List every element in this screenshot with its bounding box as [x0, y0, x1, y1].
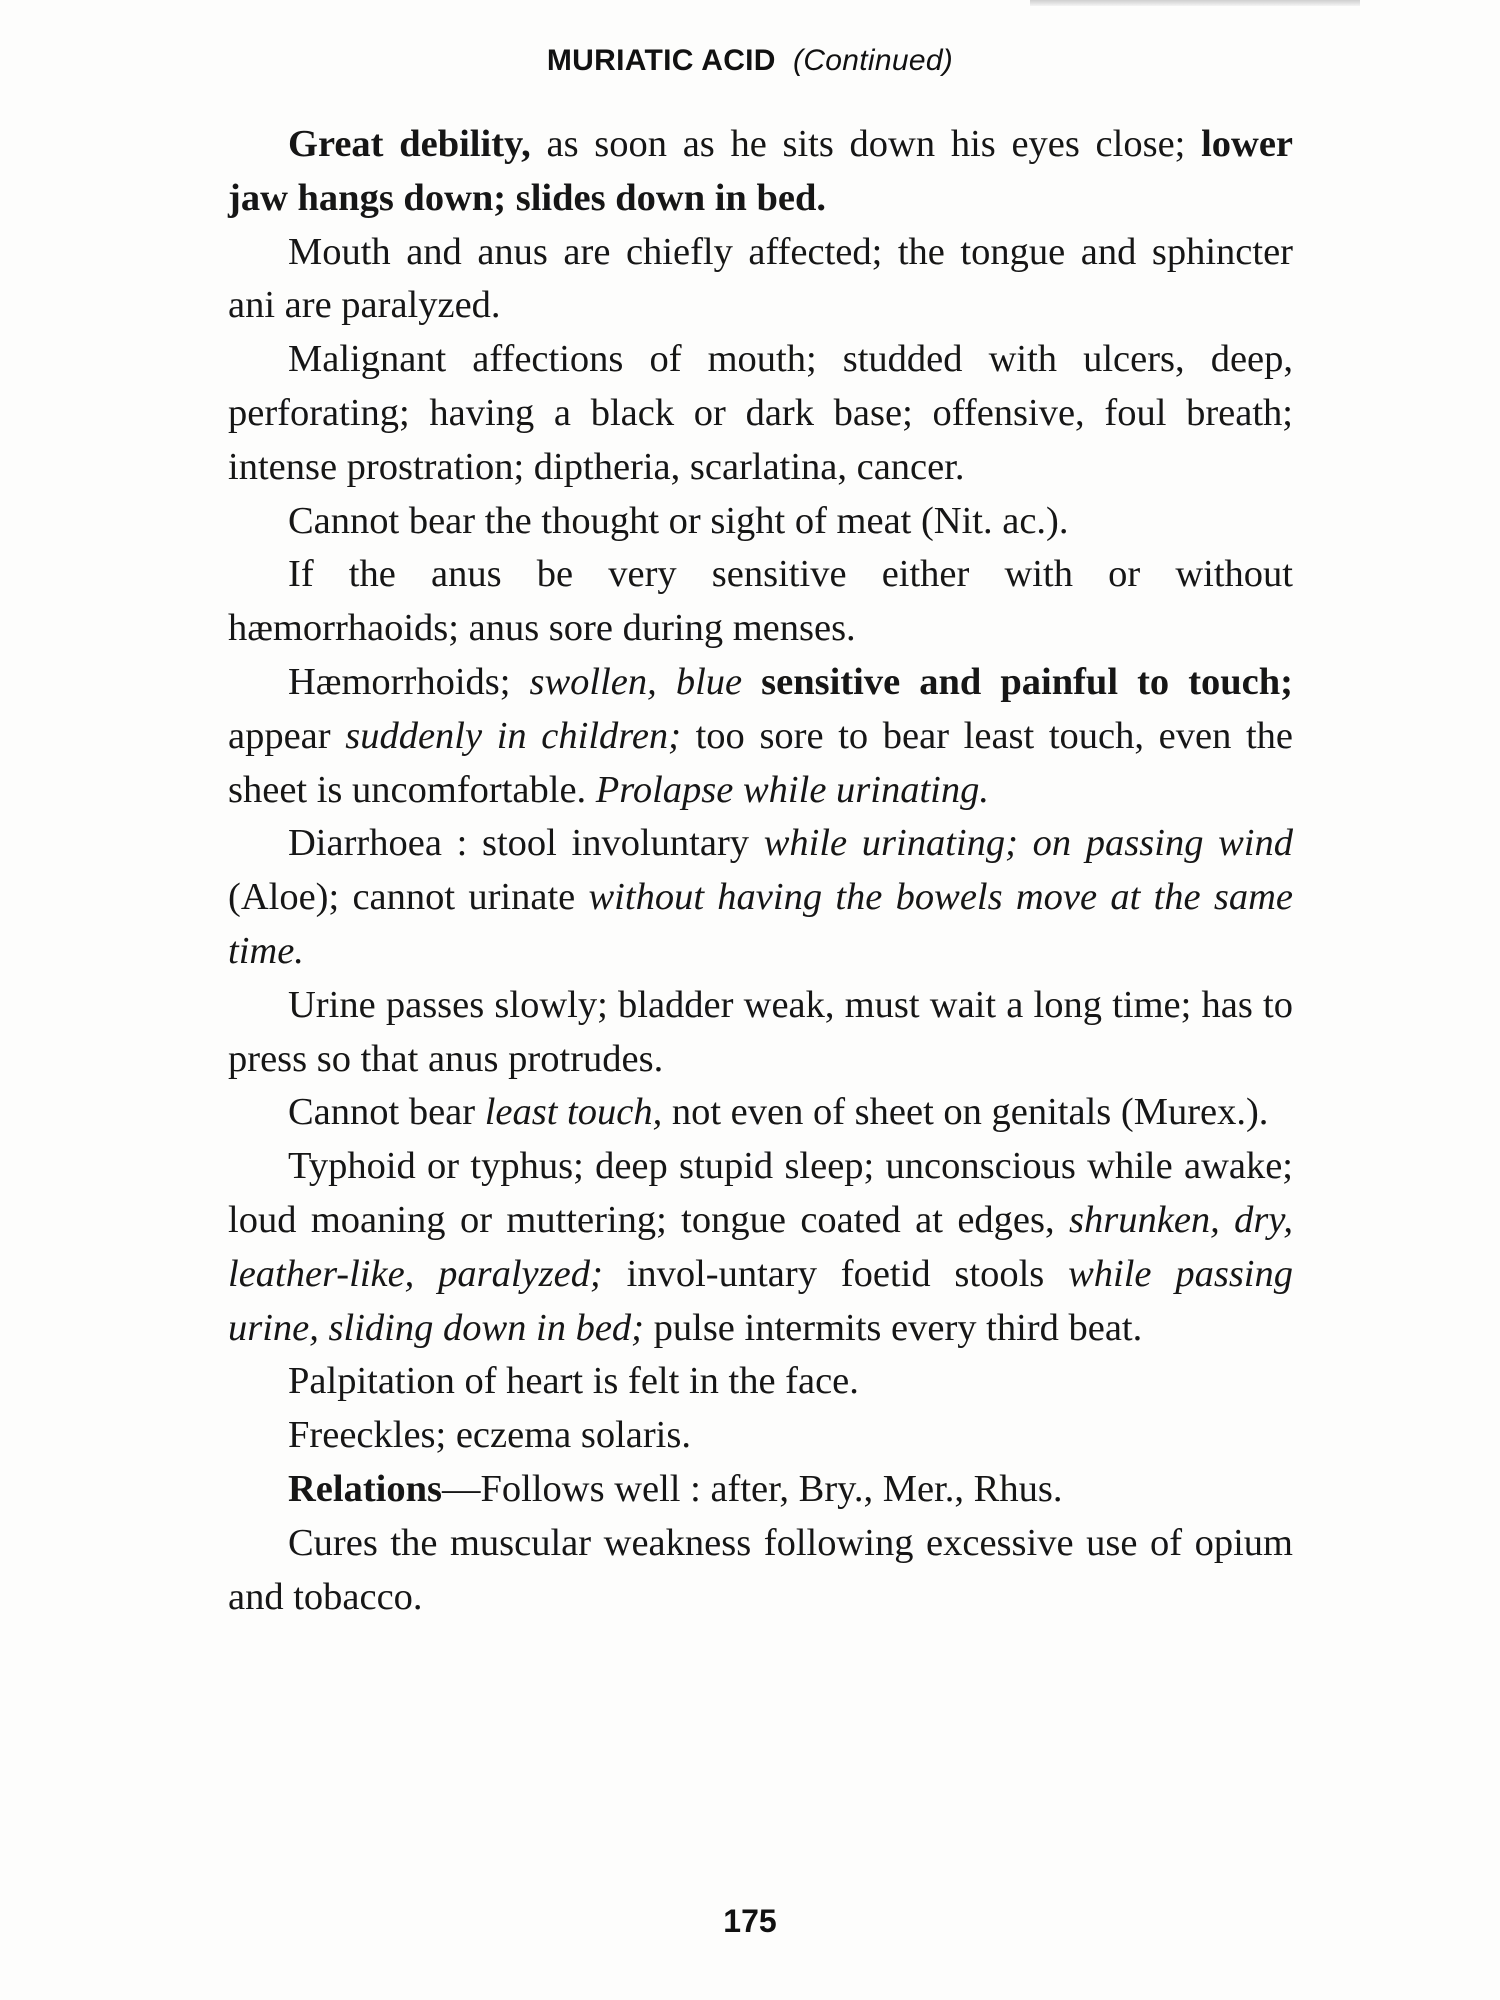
text-run: pulse intermits every third beat. [644, 1306, 1143, 1349]
paragraph [228, 1517, 1293, 1625]
italic-text: while passing urine, sliding down in bed; [228, 1252, 1293, 1349]
text-run: Hæmorrhoids; [288, 660, 530, 703]
text-run: as soon as he sits down his eyes close; [530, 123, 1202, 165]
text-run: not even of sheet on genitals (Murex.). [662, 1091, 1269, 1134]
text-run: invol-untary foetid stools [602, 1252, 1069, 1295]
text-run: appear [228, 714, 346, 757]
page-number: 175 [723, 1903, 777, 1939]
text-run: (Aloe); cannot urinate [228, 876, 589, 919]
paragraph [228, 817, 1293, 978]
paragraph [228, 656, 1293, 817]
bold-text: sensitive and painful to touch; [761, 660, 1293, 703]
header-continued: (Continued) [793, 44, 954, 77]
italic-text: without having the bowels move at the same time. [228, 876, 1293, 972]
paragraph [228, 333, 1293, 494]
text-run: Cures the muscular weakness following excessive use of opium and tobacco. [228, 1521, 1293, 1618]
text-run: Diarrhoea : stool involuntary [288, 822, 764, 865]
paragraph [228, 1355, 1293, 1409]
paragraph [228, 226, 1293, 334]
text-run: If the anus be very sensitive either with or without hæmorrhaoids; anus sore during menses. [228, 553, 1293, 650]
text-run: Freeckles; eczema solaris. [288, 1414, 691, 1457]
paragraph [228, 1409, 1293, 1463]
bold-text: Relations [288, 1467, 442, 1510]
text-run: Mouth and anus are chiefly affected; the tongue and sphincter ani are paralyzed. [228, 230, 1293, 327]
scan-edge-rule [1030, 0, 1360, 6]
italic-text: suddenly in children; [345, 714, 681, 757]
italic-text: swollen, blue [529, 660, 743, 703]
italic-text: least touch, [484, 1091, 663, 1134]
text-run: —Follows well : after, Bry., Mer., Rhus. [442, 1467, 1063, 1510]
running-header [0, 44, 1500, 78]
paragraph [228, 548, 1293, 656]
text-run: Cannot bear the thought or sight of meat (Nit. ac.). [288, 499, 1069, 542]
italic-text: shrunken, dry, leather-like, paralyzed; [228, 1198, 1293, 1295]
paragraph [228, 1463, 1293, 1517]
paragraph [228, 1086, 1293, 1140]
paragraph [228, 495, 1293, 549]
italic-text: while urinating; on passing wind [763, 822, 1294, 865]
text-run: Palpitation of heart is felt in the face. [288, 1360, 859, 1403]
text-run: Malignant affections of mouth; studded with ulcers, deep, perforating; having a black or dark base; offensive, foul breath; intense prostration; diptheria, scarlatina, cancer. [228, 338, 1293, 488]
bold-text: Great debility, [288, 123, 531, 165]
text-run: Typhoid or typhus; deep stupid sleep; unconscious while awake; loud moaning or muttering; tongue coated at edges, [228, 1145, 1293, 1241]
paragraph [228, 1140, 1293, 1355]
header-title: MURIATIC ACID [546, 44, 776, 77]
bold-text: lower jaw hangs down; slides down in bed. [228, 123, 1294, 219]
italic-text: Prolapse while urinating. [595, 768, 989, 811]
body-text [228, 118, 1293, 1624]
text-run: Urine passes slowly; bladder weak, must wait a long time; has to press so that anus protrudes. [228, 983, 1293, 1080]
text-run: too sore to bear least touch, even the sheet is uncomfortable. [228, 714, 1293, 811]
text-run [742, 661, 761, 703]
text-run: Cannot bear [288, 1091, 485, 1134]
paragraph [228, 118, 1293, 226]
paragraph [228, 979, 1293, 1087]
